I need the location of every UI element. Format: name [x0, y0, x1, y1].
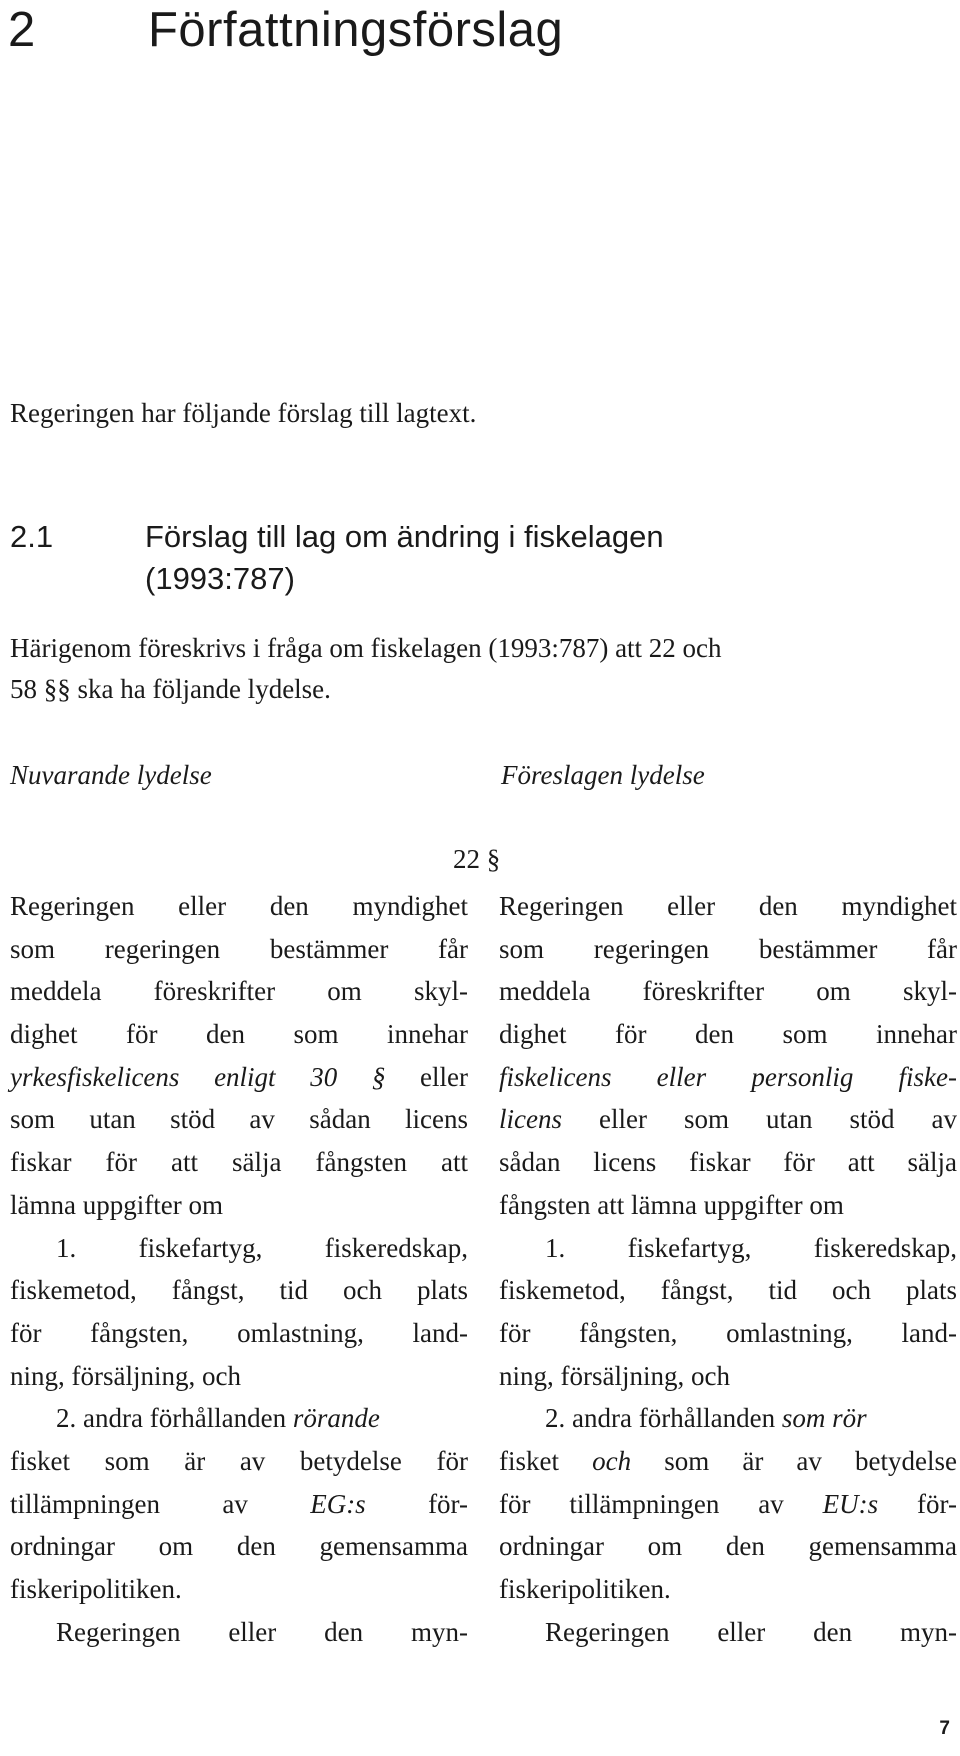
text-line: fiskemetod, fångst, tid och plats [499, 1275, 957, 1306]
proposed-wording-column [499, 885, 957, 1653]
preamble-line: 58 §§ ska ha följande lydelse. [10, 674, 331, 704]
text-line: fiskar för att sälja fångsten att [10, 1147, 468, 1178]
italic-text: licens [499, 1104, 562, 1135]
text-line: fiskeripolitiken. [499, 1574, 671, 1604]
text-line: dighet för den som innehar [10, 1019, 468, 1050]
italic-text: fiskelicens eller personlig fiske- [499, 1061, 957, 1092]
text-line: som regeringen bestämmer får [10, 933, 468, 964]
text-line [10, 1483, 468, 1526]
text-line: 1. fiskefartyg, fiskeredskap, [545, 1232, 957, 1263]
text-line: som regeringen bestämmer får [499, 933, 957, 964]
preamble [10, 628, 722, 710]
text-line [499, 1440, 957, 1483]
text-line: 1. fiskefartyg, fiskeredskap, [56, 1232, 468, 1263]
italic-text: och [592, 1445, 632, 1476]
text-line: ning, försäljning, och [10, 1360, 241, 1391]
section-number: 2.1 [10, 519, 54, 554]
text-line: fisket som är av betydelse för [10, 1445, 468, 1476]
text-line: för fångsten, omlastning, land- [10, 1317, 468, 1348]
text-span: 2. andra förhållanden [545, 1403, 782, 1434]
text-line: lämna uppgifter om [10, 1189, 223, 1220]
text-line: för fångsten, omlastning, land- [499, 1317, 957, 1348]
current-wording-heading: Nuvarande lydelse [10, 760, 212, 790]
section-title-line: (1993:787) [145, 561, 295, 596]
text-span: för- [878, 1488, 957, 1519]
text-line [499, 1098, 957, 1141]
proposed-wording-heading: Föreslagen lydelse [501, 760, 705, 790]
chapter-title: Författningsförslag [148, 3, 564, 57]
text-span: eller [385, 1061, 468, 1092]
text-line: ordningar om den gemensamma [499, 1531, 957, 1562]
text-span: 2. andra förhållanden [56, 1403, 293, 1434]
page-number: 7 [939, 1718, 950, 1739]
text-line: Regeringen eller den myn- [56, 1616, 468, 1647]
section-heading [10, 516, 910, 606]
text-span: för tillämpningen av [499, 1488, 823, 1519]
section-title-line: Förslag till lag om ändring i fiskelagen [145, 519, 664, 554]
text-line: Regeringen eller den myndighet [10, 891, 468, 921]
text-line [10, 1056, 468, 1099]
italic-text: EG:s [310, 1488, 366, 1519]
text-span: eller som utan stöd av [561, 1104, 957, 1135]
chapter-heading [8, 2, 563, 58]
chapter-number: 2 [8, 3, 36, 57]
preamble-line: Härigenom föreskrivs i fråga om fiskelagen (1993:787) att 22 och [10, 633, 722, 663]
italic-text: som rör [781, 1403, 867, 1434]
text-line: Regeringen eller den myn- [545, 1616, 957, 1647]
text-line: ning, försäljning, och [499, 1360, 730, 1391]
text-line [10, 1397, 468, 1440]
paragraph-label: 22 § [453, 844, 501, 874]
intro-text: Regeringen har följande förslag till lagtext. [10, 398, 477, 428]
text-line: sådan licens fiskar för att sälja [499, 1147, 957, 1178]
text-line: fångsten att lämna uppgifter om [499, 1189, 844, 1220]
text-span: fisket [499, 1445, 593, 1476]
text-line: fiskemetod, fångst, tid och plats [10, 1275, 468, 1306]
text-line: meddela föreskrifter om skyl- [10, 976, 468, 1007]
text-span: för- [365, 1488, 469, 1519]
italic-text: yrkesfiskelicens enligt 30 § [10, 1061, 386, 1092]
text-line: fiskeripolitiken. [10, 1574, 182, 1604]
text-line: dighet för den som innehar [499, 1019, 957, 1050]
italic-text: rörande [292, 1403, 380, 1434]
italic-text: EU:s [822, 1488, 879, 1519]
text-line: som utan stöd av sådan licens [10, 1104, 468, 1135]
text-line: meddela föreskrifter om skyl- [499, 976, 957, 1007]
text-span: som är av betydelse [631, 1445, 957, 1476]
text-span: tillämpningen av [10, 1488, 311, 1519]
text-line [499, 1397, 957, 1440]
text-line [499, 1483, 957, 1526]
text-line: ordningar om den gemensamma [10, 1531, 468, 1562]
current-wording-column [10, 885, 468, 1653]
section-title [145, 516, 664, 600]
text-line: Regeringen eller den myndighet [499, 891, 957, 921]
